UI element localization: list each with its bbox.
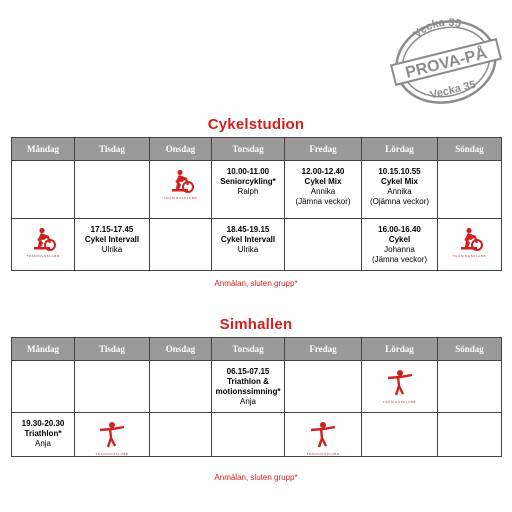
day-header: Måndag <box>12 138 75 161</box>
section-title-cykelstudion: Cykelstudion <box>207 116 305 133</box>
event-detail: Ulrika <box>101 245 123 254</box>
event-name: Triathlon* <box>24 429 62 438</box>
prova-pa-stamp <box>388 16 504 108</box>
cyclist-icon <box>13 227 73 254</box>
day-header: Söndag <box>438 138 502 161</box>
event-detail: Annika <box>310 187 336 196</box>
empty-cell <box>438 361 502 413</box>
event-name: Cykel Mix <box>381 177 418 186</box>
booking-note: Anmälan, sluten grupp* <box>214 279 298 288</box>
swimmer-icon <box>76 421 148 452</box>
day-header: Torsdag <box>212 138 285 161</box>
class-event-cell <box>362 161 438 219</box>
event-time: 17.15-17.45 <box>90 225 134 234</box>
day-header: Tisdag <box>75 138 150 161</box>
event-time: 12.00-12.40 <box>301 167 345 176</box>
empty-cell <box>12 161 75 219</box>
event-time: 18.45-19.15 <box>226 225 270 234</box>
empty-cell <box>75 161 150 219</box>
event-time: 16.00-16.40 <box>378 225 421 234</box>
club-logo-cell <box>150 161 212 219</box>
club-logo-cell <box>438 219 502 271</box>
club-logo-cell <box>362 361 438 413</box>
event-time: 19.30-20.30 <box>21 419 65 428</box>
swimmer-icon <box>363 369 436 400</box>
event-detail: (Jämna veckor) <box>295 197 351 206</box>
event-detail: Ralph <box>237 187 259 196</box>
club-logo-text: TRÄNINGSKLUBB <box>382 400 417 404</box>
event-name: Cykel Intervall <box>220 235 276 244</box>
booking-note: Anmälan, sluten grupp* <box>214 473 298 482</box>
club-logo-cell <box>75 413 150 457</box>
class-event-cell <box>212 161 285 219</box>
event-detail: Anja <box>239 397 256 406</box>
club-logo-text: TRÄNINGSKLUBB <box>452 254 487 258</box>
event-name: Triathlon & motionssimning* <box>215 377 281 396</box>
club-logo-text: TRÄNINGSKLUBB <box>95 452 129 456</box>
day-header: Onsdag <box>150 338 212 361</box>
class-event-cell <box>285 161 362 219</box>
empty-cell <box>150 413 212 457</box>
empty-cell <box>362 413 438 457</box>
event-name: Cykel Intervall <box>84 235 140 244</box>
day-header: Torsdag <box>212 338 285 361</box>
cyclist-icon <box>439 227 500 254</box>
svg-text:Vecka 35 <box>410 16 465 42</box>
day-header: Onsdag <box>150 138 212 161</box>
day-header: Lördag <box>362 338 438 361</box>
empty-cell <box>150 219 212 271</box>
event-detail: Johanna <box>384 245 415 254</box>
class-event-cell <box>362 219 438 271</box>
event-detail: Anja <box>34 439 51 448</box>
empty-cell <box>438 161 502 219</box>
club-logo-cell <box>12 219 75 271</box>
empty-cell <box>285 219 362 271</box>
day-header: Fredag <box>285 138 362 161</box>
schedule-row <box>12 219 502 271</box>
day-header: Söndag <box>438 338 502 361</box>
club-logo-text: TRÄNINGSKLUBB <box>306 452 340 456</box>
schedule-table-simhallen <box>11 337 502 457</box>
class-event-cell <box>75 219 150 271</box>
swimmer-icon <box>286 421 360 452</box>
class-event-cell <box>212 219 285 271</box>
club-logo-text: TRÄNINGSKLUBB <box>26 254 60 258</box>
schedule-row <box>12 413 502 457</box>
class-event-cell <box>212 361 285 413</box>
event-name: Seniorcykling* <box>220 177 276 186</box>
event-name: Cykel Mix <box>304 177 342 186</box>
event-detail: Ulrika <box>237 245 259 254</box>
schedule-table-cykelstudion <box>11 137 502 271</box>
stamp-main-text: PROVA-PÅ <box>403 45 489 82</box>
stamp-top-text: Vecka 35 <box>411 16 463 41</box>
schedule-row <box>12 361 502 413</box>
event-time: 10.00-11.00 <box>226 167 270 176</box>
empty-cell <box>75 361 150 413</box>
class-event-cell <box>12 413 75 457</box>
event-detail: (Ojämna veckor) <box>369 197 430 206</box>
event-detail: (Jämna veckor) <box>371 255 428 264</box>
empty-cell <box>12 361 75 413</box>
empty-cell <box>150 361 212 413</box>
section-title-simhallen: Simhallen <box>219 316 293 333</box>
event-detail: Annika <box>387 187 412 196</box>
day-header-row <box>12 138 502 161</box>
day-header-row <box>12 338 502 361</box>
event-name: Cykel <box>388 235 411 244</box>
club-logo-cell <box>285 413 362 457</box>
day-header: Fredag <box>285 338 362 361</box>
schedule-row <box>12 161 502 219</box>
empty-cell <box>212 413 285 457</box>
day-header: Måndag <box>12 338 75 361</box>
event-time: 10.15.10.55 <box>378 167 421 176</box>
empty-cell <box>285 361 362 413</box>
day-header: Lördag <box>362 138 438 161</box>
empty-cell <box>438 413 502 457</box>
day-header: Tisdag <box>75 338 150 361</box>
stamp-bottom-text: Vecka 35 <box>429 78 478 102</box>
club-logo-text: TRÄNINGSKLUBB <box>163 196 198 200</box>
event-time: 06.15-07.15 <box>226 367 270 376</box>
cyclist-icon <box>151 169 210 196</box>
